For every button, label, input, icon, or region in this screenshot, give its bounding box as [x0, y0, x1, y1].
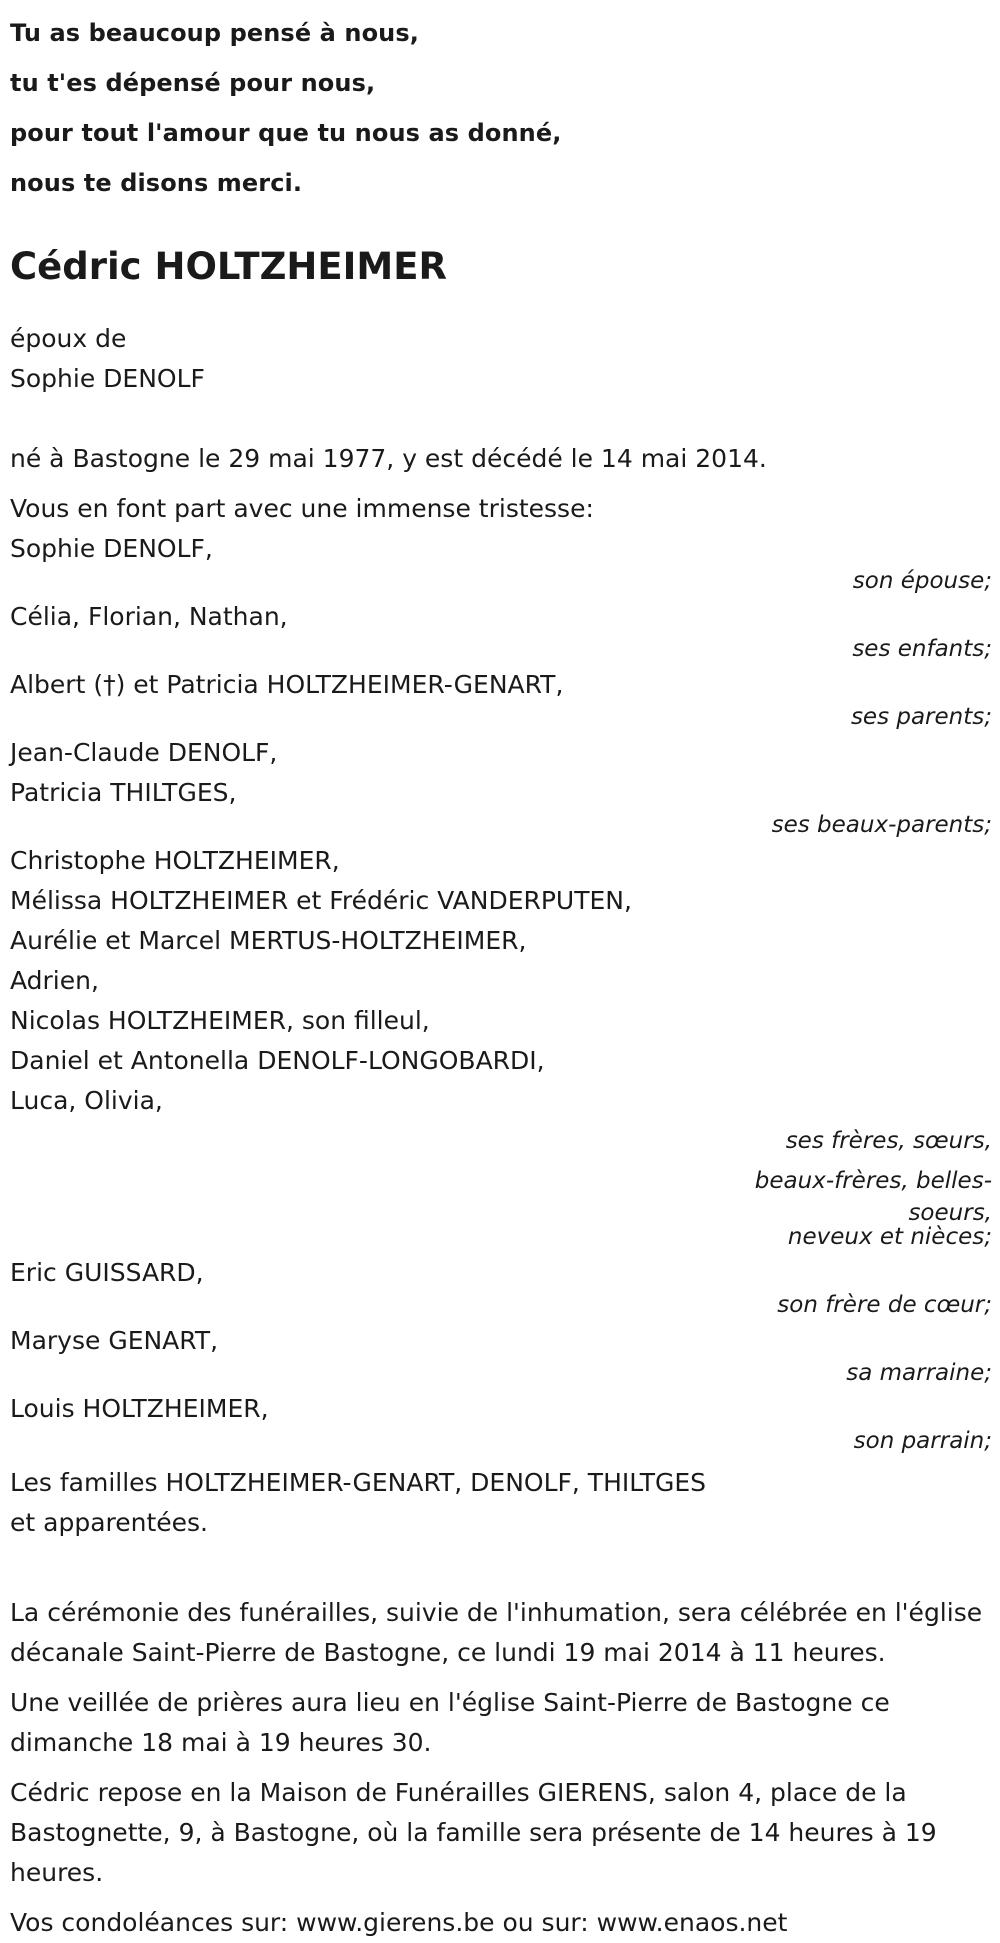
relation-label	[10, 1121, 992, 1253]
spouse-name: Sophie DENOLF	[10, 364, 205, 393]
spouse-label: époux de	[10, 324, 127, 353]
family-entry	[10, 665, 992, 733]
vigil-paragraph: Une veillée de prières aura lieu en l'église Saint-Pierre de Bastogne ce dimanche 18 mai à 19 heures 30.	[10, 1688, 890, 1757]
family-member: Jean-Claude DENOLF,	[10, 738, 278, 767]
family-member: Patricia THILTGES,	[10, 778, 237, 807]
obituary-page	[10, 0, 992, 1943]
family-member: Albert (†) et Patricia HOLTZHEIMER-GENART,	[10, 670, 564, 699]
family-member: Maryse GENART,	[10, 1326, 219, 1355]
family-member: Nicolas HOLTZHEIMER, son filleul,	[10, 1006, 430, 1035]
family-member: Célia, Florian, Nathan,	[10, 602, 288, 631]
family-entry	[10, 597, 992, 665]
family-member: Louis HOLTZHEIMER,	[10, 1394, 269, 1423]
relation-label: son frère de cœur;	[777, 1292, 992, 1318]
family-entry	[10, 1253, 992, 1321]
condolences-paragraph: Vos condoléances sur: www.gierens.be ou sur: www.enaos.net	[10, 1908, 788, 1937]
funeral-home-paragraph: Cédric repose en la Maison de Funérailles GIERENS, salon 4, place de la Bastognette, 9, à Bastogne, où la famille sera présente de 14 heures à 19 heures.	[10, 1778, 937, 1887]
family-entry	[10, 1389, 992, 1457]
poem-line: Tu as beaucoup pensé à nous,	[10, 19, 419, 47]
family-member: Adrien,	[10, 966, 99, 995]
family-member: Christophe HOLTZHEIMER,	[10, 846, 340, 875]
spouse-block	[10, 319, 992, 399]
family-entry	[10, 529, 992, 597]
family-member: Mélissa HOLTZHEIMER et Frédéric VANDERPUTEN,	[10, 886, 632, 915]
families-block	[10, 1463, 992, 1543]
relation-label-line: soeurs,	[908, 1200, 992, 1226]
relation-label-line: beaux-frères, belles-	[754, 1168, 992, 1194]
relation-label-line: neveux et nièces;	[787, 1224, 992, 1250]
relation-label-line: ses frères, sœurs,	[785, 1128, 992, 1154]
family-member: Sophie DENOLF,	[10, 534, 213, 563]
poem-line: tu t'es dépensé pour nous,	[10, 69, 376, 97]
families-line: Les familles HOLTZHEIMER-GENART, DENOLF, THILTGES	[10, 1468, 707, 1497]
poem-line: pour tout l'amour que tu nous as donné,	[10, 119, 562, 147]
family-entry	[10, 1321, 992, 1389]
relation-label: ses enfants;	[852, 636, 992, 662]
relation-label: ses parents;	[850, 704, 992, 730]
relation-label: ses beaux-parents;	[771, 812, 992, 838]
relation-label: sa marraine;	[846, 1360, 992, 1386]
relation-label: son épouse;	[852, 568, 992, 594]
poem	[10, 0, 992, 208]
relation-label: son parrain;	[853, 1428, 992, 1454]
birth-death-line: né à Bastogne le 29 mai 1977, y est décédé le 14 mai 2014.	[10, 444, 767, 473]
family-member: Luca, Olivia,	[10, 1086, 163, 1115]
families-line: et apparentées.	[10, 1508, 208, 1537]
family-entry	[10, 841, 992, 1253]
family-member: Aurélie et Marcel MERTUS-HOLTZHEIMER,	[10, 926, 527, 955]
announcement-intro: Vous en font part avec une immense tristesse:	[10, 494, 594, 523]
deceased-name: Cédric HOLTZHEIMER	[10, 245, 448, 288]
family-entry	[10, 733, 992, 841]
poem-line: nous te disons merci.	[10, 169, 303, 197]
family-member: Daniel et Antonella DENOLF-LONGOBARDI,	[10, 1046, 545, 1075]
family-member: Eric GUISSARD,	[10, 1258, 204, 1287]
ceremony-paragraph: La cérémonie des funérailles, suivie de l'inhumation, sera célébrée en l'église décanale Saint-Pierre de Bastogne, ce lundi 19 mai 2014 à 11 heures.	[10, 1598, 983, 1667]
